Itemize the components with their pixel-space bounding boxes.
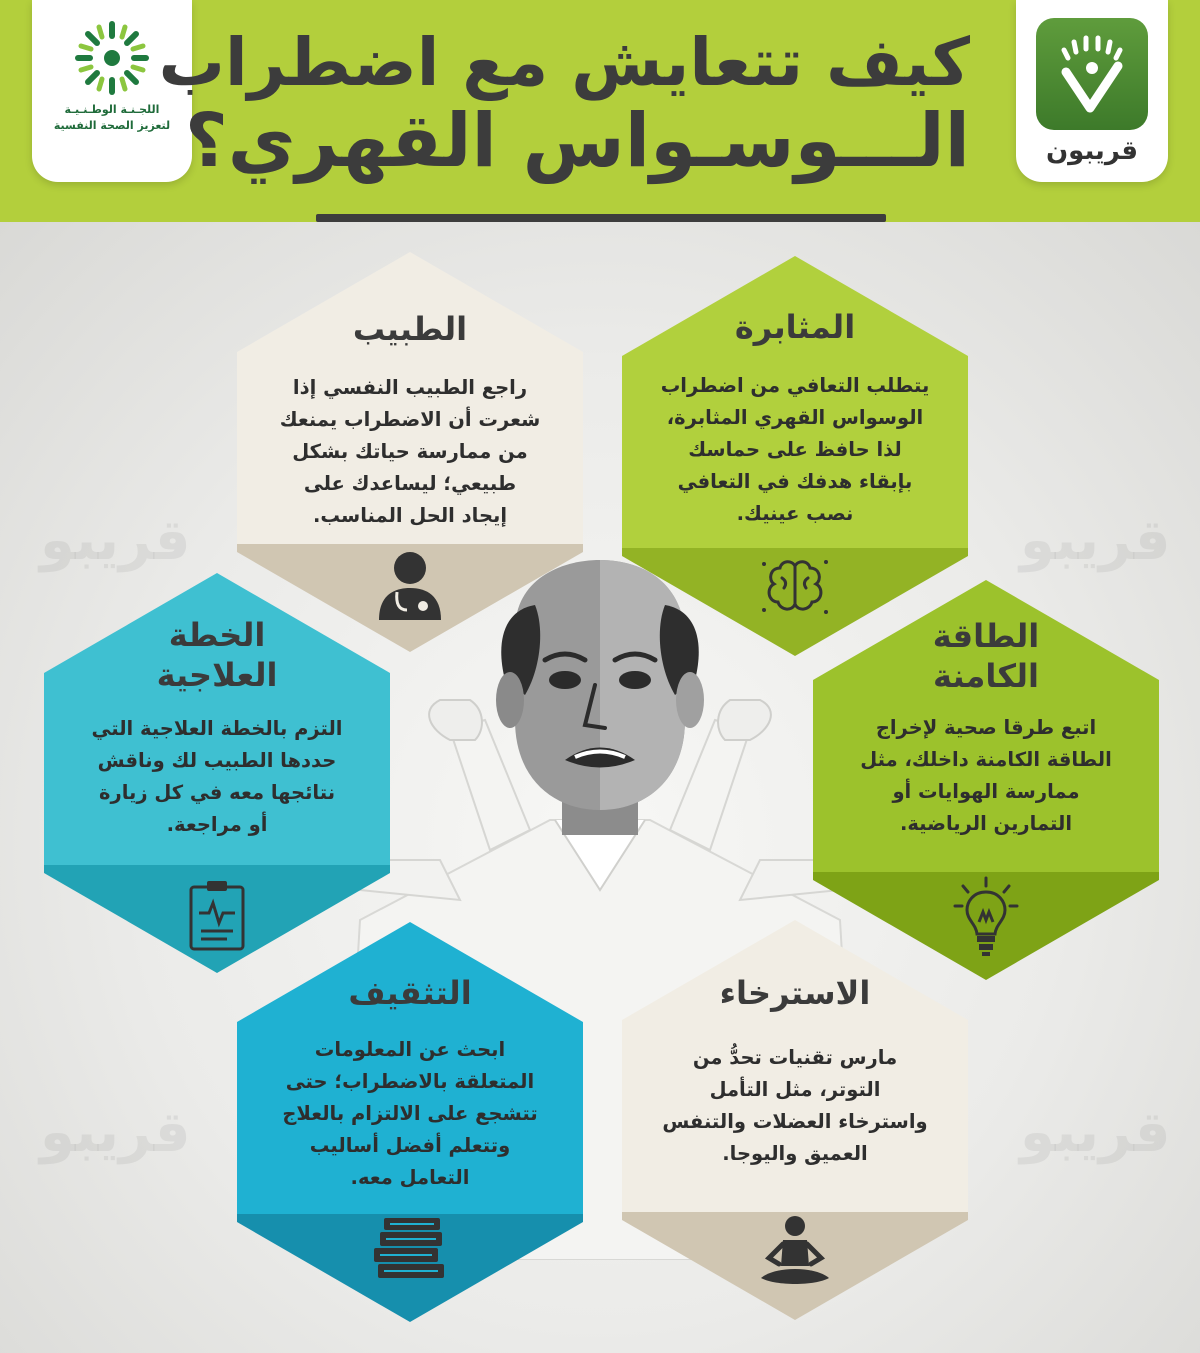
card-education	[237, 922, 583, 1322]
card-title: الطبيب	[352, 310, 468, 348]
watermark: قريبو	[1020, 508, 1171, 573]
card-title: الطاقة الكامنة	[932, 617, 1040, 695]
card-text: يتطلب التعافي من اضطراب الوسواس القهري المثابرة، لذا حافظ على حماسك بإبقاء هدفك في التعافي نصب عينيك.	[660, 374, 930, 525]
card-text: التزم بالخطة العلاجية التي حددها الطبيب لك وناقش نتائجها معه في كل زيارة أو مراجعة.	[91, 717, 343, 836]
brand-name: قريبون	[1045, 136, 1139, 166]
card-title: المثابرة	[734, 308, 856, 346]
card-text: راجع الطبيب النفسي إذا شعرت أن الاضطراب يمنعك من ممارسة حياتك بشكل طبيعي؛ ليساعدك على إيجاد الحل المناسب.	[279, 376, 541, 527]
watermark: قريبو	[1020, 1100, 1171, 1165]
card-treatment-plan	[44, 573, 390, 973]
card-text: مارس تقنيات تحدُّ من التوتر، مثل التأمل واسترخاء العضلات والتنفس العميق واليوجا.	[662, 1046, 928, 1165]
header-banner	[0, 0, 1200, 222]
watermark: قريبو	[40, 508, 191, 573]
page-title-line2: الـــوسـواس القهري؟	[184, 98, 970, 184]
card-text: اتبع طرقا صحية لإخراج الطاقة الكامنة داخلك، مثل ممارسة الهوايات أو التمارين الرياضية.	[860, 716, 1112, 835]
brand-logo	[1016, 0, 1168, 182]
org-emblem-icon	[70, 18, 154, 98]
card-title: التثقيف	[348, 974, 472, 1012]
card-title: الاسترخاء	[719, 974, 871, 1012]
card-relaxation	[622, 920, 968, 1320]
org-name: اللجـنـة الوطـنـيـة لتعزيز الصحة النفسية	[53, 103, 171, 132]
card-text: ابحث عن المعلومات المتعلقة بالاضطراب؛ حتى تتشجع على الالتزام بالعلاج وتتعلم أفضل أساليب التعامل معه.	[282, 1038, 538, 1189]
watermark: قريبو	[40, 1100, 191, 1165]
page-title-line1: كيف تتعايش مع اضطراب	[158, 24, 970, 101]
meditation-icon	[622, 1214, 968, 1294]
title-divider	[316, 214, 886, 222]
card-title: الخطة العلاجية	[156, 616, 278, 694]
books-icon	[237, 1218, 583, 1286]
brand-app-icon	[1036, 18, 1148, 130]
